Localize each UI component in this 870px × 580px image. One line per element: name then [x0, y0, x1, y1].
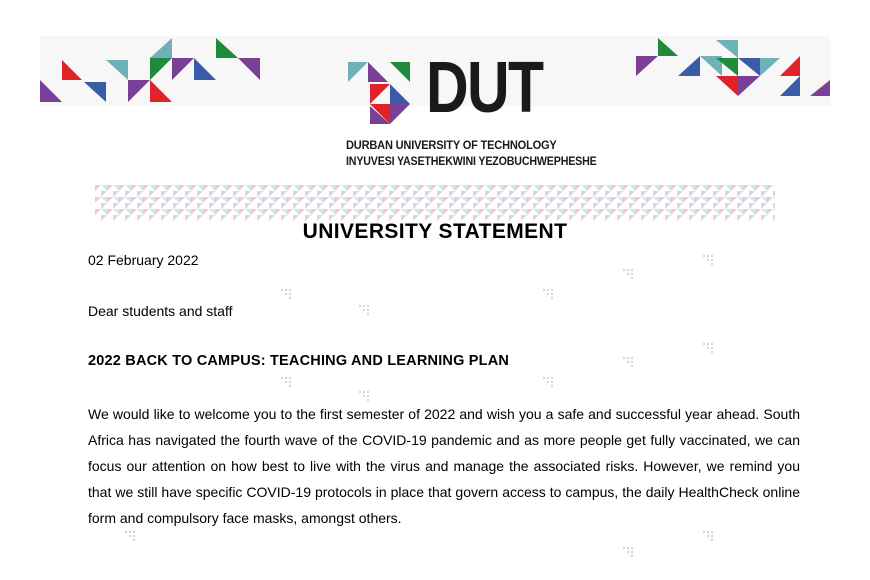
university-name-english: DURBAN UNIVERSITY OF TECHNOLOGY: [346, 138, 557, 152]
header-pattern-strip: [95, 185, 775, 221]
section-heading: 2022 BACK TO CAMPUS: TEACHING AND LEARNING PLAN: [88, 353, 510, 369]
greeting: Dear students and staff: [88, 303, 233, 319]
dut-logo: [346, 48, 597, 176]
logo-wordmark: DUT: [426, 48, 543, 128]
body-paragraph: We would like to welcome you to the first semester of 2022 and wish you a safe and successful year ahead. South Africa has navigated the fourth wave of the COVID-19 pandemic and as more people get fully vaccinated, we can focus our attention on how best to live with the virus and manage the associated risks. However, we remind you that we still have specific COVID-19 protocols in place that govern access to campus, the daily HealthCheck online form and compulsory face masks, amongst others.: [88, 406, 800, 526]
logo-triangle-mark: [346, 60, 418, 132]
statement-date: 02 February 2022: [88, 252, 199, 268]
statement-title: UNIVERSITY STATEMENT: [302, 220, 568, 243]
university-name-zulu: INYUVESI YASETHEKWINI YEZOBUCHWEPHESHE: [346, 154, 597, 168]
